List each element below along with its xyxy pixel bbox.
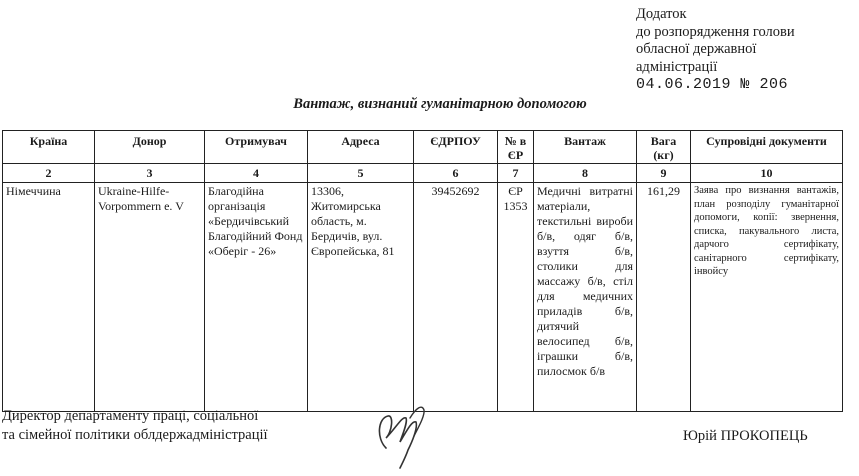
table-header-row bbox=[3, 131, 843, 164]
header-cell: Країна bbox=[3, 131, 95, 164]
header-cell: № в ЄР bbox=[498, 131, 534, 164]
column-number-row bbox=[3, 164, 843, 183]
address-cell: 13306, Житомирська область, м. Бердичів, вул. Європейська, 81 bbox=[308, 183, 414, 412]
column-number: 9 bbox=[637, 164, 691, 183]
signatory-name: Юрій ПРОКОПЕЦЬ bbox=[683, 428, 808, 444]
header-cell: Донор bbox=[95, 131, 205, 164]
edrpou-cell: 39452692 bbox=[414, 183, 498, 412]
position-line: та сімейної політики облдержадміністрації bbox=[2, 427, 268, 443]
header-cell: Адреса bbox=[308, 131, 414, 164]
header-cell: ЄДРПОУ bbox=[414, 131, 498, 164]
column-number: 5 bbox=[308, 164, 414, 183]
position-line: Директор департаменту праці, соціальної bbox=[2, 408, 259, 424]
table-row bbox=[3, 183, 843, 412]
header-cell: Вантаж bbox=[534, 131, 637, 164]
column-number: 8 bbox=[534, 164, 637, 183]
header-cell: Отримувач bbox=[205, 131, 308, 164]
annex-line: обласної державної bbox=[636, 41, 757, 57]
column-number: 3 bbox=[95, 164, 205, 183]
header-cell: Супровідні документи bbox=[691, 131, 843, 164]
cargo-cell: Медичні витратні матеріали, текстильні вироби б/в, одяг б/в, взуття б/в, столики для массажу б/в, стіл для медичних приладів б/в, дитячий велосипед б/в, іграшки б/в, пилосмок б/в bbox=[534, 183, 637, 412]
column-number: 2 bbox=[3, 164, 95, 183]
recipient-cell: Благодійна організація «Бердичівський Благодійний Фонд «Оберіг - 26» bbox=[205, 183, 308, 412]
column-number: 6 bbox=[414, 164, 498, 183]
annex-block bbox=[636, 6, 795, 94]
column-number: 4 bbox=[205, 164, 308, 183]
documents-cell: Заява про визнання вантажів, план розподілу гуманітарної допомоги, копії: звернення, списка, пакувального листа, дарчого сертифікату, санітарного сертифікату, інвойсу bbox=[691, 183, 843, 412]
header-cell: Вага (кг) bbox=[637, 131, 691, 164]
cargo-table bbox=[2, 130, 843, 412]
order-date-number: 04.06.2019 № 206 bbox=[636, 76, 789, 93]
column-number: 10 bbox=[691, 164, 843, 183]
document-title: Вантаж, визнаний гуманітарною допомогою bbox=[293, 96, 587, 112]
country-cell: Німеччина bbox=[3, 183, 95, 412]
er-number-cell: ЄР 1353 bbox=[498, 183, 534, 412]
handwritten-signature bbox=[372, 398, 432, 470]
annex-line: Додаток bbox=[636, 6, 687, 22]
signatory-position bbox=[2, 407, 268, 445]
annex-line: адміністрації bbox=[636, 58, 718, 75]
donor-cell: Ukraine-Hilfe-Vorpommern e. V bbox=[95, 183, 205, 412]
weight-cell: 161,29 bbox=[637, 183, 691, 412]
column-number: 7 bbox=[498, 164, 534, 183]
annex-line: до розпорядження голови bbox=[636, 23, 795, 40]
